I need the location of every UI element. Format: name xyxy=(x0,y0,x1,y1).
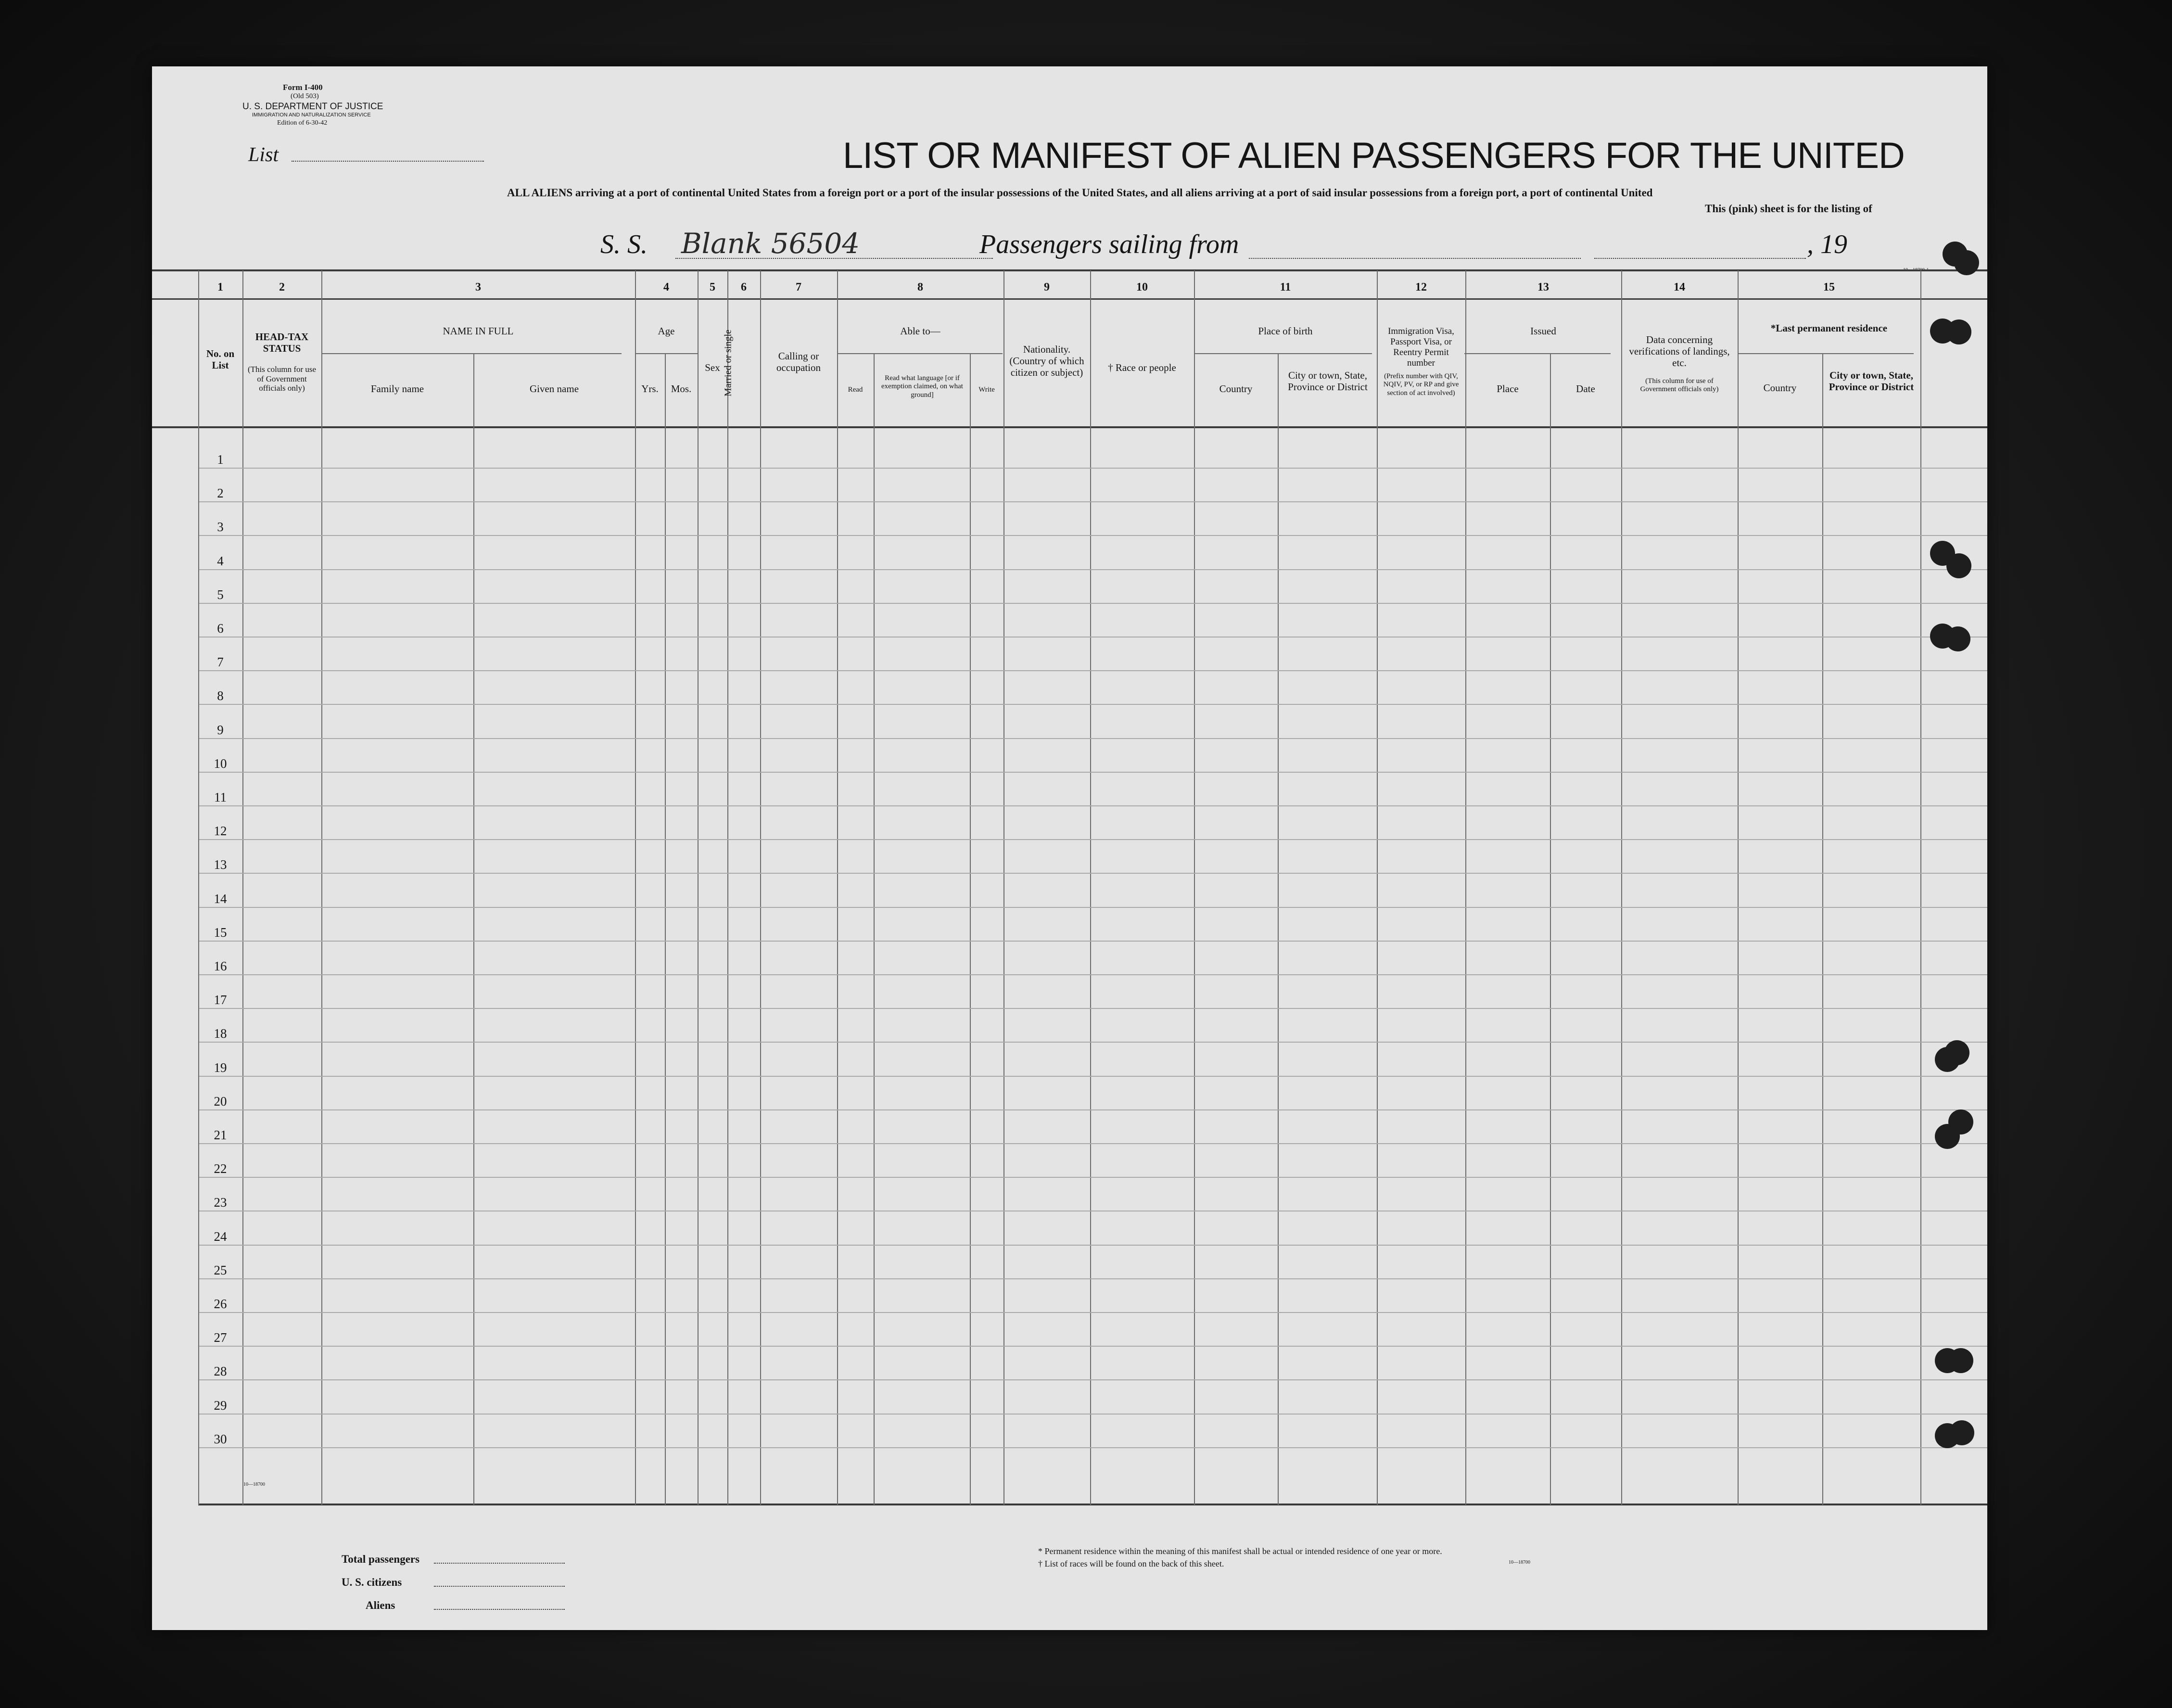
row-line xyxy=(199,907,1987,908)
row-line xyxy=(199,704,1987,705)
row-number: 20 xyxy=(214,1094,227,1109)
colnum-9: 9 xyxy=(1044,281,1050,293)
row-number: 30 xyxy=(214,1431,227,1446)
total-passengers-line xyxy=(434,1563,565,1564)
year-label: , 19 xyxy=(1807,229,1847,259)
row-line xyxy=(199,839,1987,840)
row-line xyxy=(199,738,1987,739)
issued-subheader-line xyxy=(1464,353,1611,354)
row-number: 16 xyxy=(214,959,227,973)
col-line-g xyxy=(698,270,699,1505)
print-code-footer: 10—18700 xyxy=(1509,1560,1530,1565)
manifest-sheet xyxy=(152,66,1987,1630)
row-line xyxy=(199,805,1987,806)
punch-hole xyxy=(1954,250,1979,275)
footnote-residence: * Permanent residence within the meaning of this manifest shall be actual or intended residence of one year or more. xyxy=(1038,1546,1442,1556)
header-name-in-full: NAME IN FULL xyxy=(443,325,514,337)
birth-subheader-line xyxy=(1195,353,1372,354)
header-residence-country: Country xyxy=(1763,382,1797,394)
row-line xyxy=(199,1143,1987,1144)
col-line-m xyxy=(1003,270,1004,1505)
ss-label: S. S. xyxy=(600,229,648,259)
row-number: 14 xyxy=(214,891,227,906)
row-line xyxy=(199,974,1987,975)
col-line-p xyxy=(1278,354,1279,1505)
header-family-name: Family name xyxy=(370,383,424,395)
sailing-label: Passengers sailing from xyxy=(979,229,1239,259)
row-line xyxy=(199,1379,1987,1380)
col-line-t xyxy=(1621,270,1622,1505)
row-number: 28 xyxy=(214,1364,227,1379)
header-immigration-visa: Immigration Visa, Passport Visa, or Reentry Permit number xyxy=(1388,326,1454,368)
row-number: 2 xyxy=(217,486,224,501)
row-line xyxy=(199,468,1987,469)
colnum-15: 15 xyxy=(1823,281,1835,293)
colnum-11: 11 xyxy=(1280,281,1291,293)
col-line-e xyxy=(635,270,636,1505)
table-header-bottom xyxy=(152,426,1987,428)
row-number: 24 xyxy=(214,1229,227,1244)
punch-hole xyxy=(1949,1420,1974,1445)
row-number: 7 xyxy=(217,655,224,670)
row-number: 29 xyxy=(214,1398,227,1413)
colnum-12: 12 xyxy=(1415,281,1427,293)
form-edition: Edition of 6-30-42 xyxy=(277,119,328,127)
row-number: 19 xyxy=(214,1060,227,1075)
header-no-on-list: No. on List xyxy=(206,348,235,371)
row-line xyxy=(199,535,1987,536)
header-married: Married or single xyxy=(723,330,734,396)
col-line-o xyxy=(1194,270,1195,1505)
header-data-note: (This column for use of Government officials only) xyxy=(1640,377,1719,394)
aliens-label: Aliens xyxy=(366,1599,395,1611)
header-race: † Race or people xyxy=(1108,362,1176,373)
list-label: List xyxy=(248,144,279,166)
row-line xyxy=(199,670,1987,671)
row-line xyxy=(199,772,1987,773)
colnum-8: 8 xyxy=(917,281,923,293)
row-line xyxy=(199,1346,1987,1347)
punch-hole xyxy=(1935,1124,1960,1149)
row-number: 26 xyxy=(214,1297,227,1311)
header-able-to: Able to— xyxy=(900,325,940,337)
ss-handwritten-entry: Blank 56504 xyxy=(681,227,860,260)
header-nationality: Nationality. (Country of which citizen or subject) xyxy=(1009,344,1084,379)
header-read: Read xyxy=(848,386,863,394)
us-citizens-label: U. S. citizens xyxy=(342,1576,402,1588)
total-passengers-label: Total passengers xyxy=(342,1553,420,1565)
row-number: 27 xyxy=(214,1330,227,1345)
row-line xyxy=(199,1109,1987,1110)
header-birth-city: City or town, State, Province or District xyxy=(1288,370,1368,393)
header-calling: Calling or occupation xyxy=(776,350,821,374)
row-number: 6 xyxy=(217,621,224,636)
us-citizens-line xyxy=(434,1586,565,1587)
header-write: Write xyxy=(978,386,995,394)
row-line xyxy=(199,1278,1987,1279)
row-number: 22 xyxy=(214,1161,227,1176)
punch-hole xyxy=(1946,319,1971,344)
manifest-subtitle-2: This (pink) sheet is for the listing of xyxy=(1705,203,1872,215)
punch-hole xyxy=(1935,1047,1960,1072)
manifest-subtitle-1: ALL ALIENS arriving at a port of continental United States from a foreign port or a port of the insular possessions of the United States, and all aliens arriving at a port of said insular possessions from a foreign port, a port of continental United xyxy=(507,187,1653,199)
punch-hole xyxy=(1948,1348,1973,1373)
header-data-concerning: Data concerning verifications of landings, etc. xyxy=(1629,334,1730,369)
colnum-14: 14 xyxy=(1674,281,1685,293)
header-yrs: Yrs. xyxy=(641,383,659,395)
row-number: 13 xyxy=(214,857,227,872)
row-line xyxy=(199,1076,1987,1077)
row-line xyxy=(199,1177,1987,1178)
header-sex: Sex xyxy=(705,362,720,373)
colnum-2: 2 xyxy=(279,281,285,293)
colnum-7: 7 xyxy=(796,281,801,293)
row-line xyxy=(199,873,1987,874)
colnum-10: 10 xyxy=(1136,281,1148,293)
colnum-1: 1 xyxy=(217,281,223,293)
col-line-k xyxy=(874,354,875,1505)
header-issued-place: Place xyxy=(1497,383,1519,395)
row-number: 8 xyxy=(217,688,224,703)
residence-subheader-line xyxy=(1738,353,1914,354)
form-old-number: (Old 503) xyxy=(291,92,319,100)
table-colnum-border xyxy=(152,298,1987,300)
header-place-of-birth: Place of birth xyxy=(1258,325,1313,337)
row-line xyxy=(199,1447,1987,1448)
col-line-f xyxy=(665,354,666,1505)
print-code-bottom: 10—18700 xyxy=(243,1482,265,1487)
header-mos: Mos. xyxy=(671,383,692,395)
header-head-tax-note: (This column for use of Government officials only) xyxy=(247,365,317,393)
header-read-language: Read what language [or if exemption claimed, on what ground] xyxy=(881,374,963,399)
col-line-q xyxy=(1377,270,1378,1505)
ss-line xyxy=(675,258,993,259)
header-age: Age xyxy=(658,325,675,337)
col-line-u xyxy=(1738,270,1739,1505)
col-line-h xyxy=(727,270,728,1505)
row-number: 25 xyxy=(214,1262,227,1277)
row-line xyxy=(199,569,1987,570)
col-line-c xyxy=(321,270,322,1505)
header-visa-note: (Prefix number with QIV, NQIV, PV, or RP and give section of act involved) xyxy=(1383,372,1459,397)
row-number: 9 xyxy=(217,722,224,737)
row-number: 11 xyxy=(214,790,227,804)
row-number: 5 xyxy=(217,587,224,602)
row-line xyxy=(199,1042,1987,1043)
header-issued-date: Date xyxy=(1576,383,1595,395)
col-line-a xyxy=(198,270,199,1505)
col-line-r xyxy=(1465,270,1466,1505)
service-name: IMMIGRATION AND NATURALIZATION SERVICE xyxy=(252,112,371,118)
able-subheader-line xyxy=(837,353,1003,354)
col-line-n xyxy=(1090,270,1091,1505)
colnum-5: 5 xyxy=(710,281,715,293)
header-residence-city: City or town, State, Province or District xyxy=(1829,370,1914,393)
col-line-v xyxy=(1822,354,1823,1505)
header-birth-country: Country xyxy=(1219,383,1253,395)
row-number: 21 xyxy=(214,1128,227,1142)
row-number: 1 xyxy=(217,452,224,467)
colnum-13: 13 xyxy=(1537,281,1549,293)
name-subheader-line xyxy=(321,353,622,354)
col-line-l xyxy=(970,354,971,1505)
header-issued: Issued xyxy=(1530,325,1556,337)
col-line-s xyxy=(1550,354,1551,1505)
row-number: 23 xyxy=(214,1195,227,1210)
colnum-6: 6 xyxy=(741,281,747,293)
department-name: U. S. DEPARTMENT OF JUSTICE xyxy=(242,102,383,112)
row-number: 15 xyxy=(214,925,227,940)
row-number: 18 xyxy=(214,1026,227,1041)
row-line xyxy=(199,1312,1987,1313)
table-bottom-border xyxy=(198,1504,1987,1505)
row-number: 4 xyxy=(217,553,224,568)
sailing-date-line xyxy=(1594,258,1806,259)
list-line xyxy=(292,161,484,162)
manifest-title: LIST OR MANIFEST OF ALIEN PASSENGERS FOR THE UNITED xyxy=(843,135,1905,176)
row-line xyxy=(199,1245,1987,1246)
col-line-b xyxy=(242,270,243,1505)
colnum-4: 4 xyxy=(663,281,669,293)
row-line xyxy=(199,501,1987,502)
col-line-j xyxy=(837,270,838,1505)
col-line-d xyxy=(473,354,474,1505)
header-head-tax: HEAD-TAX STATUS xyxy=(255,331,309,355)
footnote-races: † List of races will be found on the back of this sheet. xyxy=(1038,1559,1224,1568)
row-number: 17 xyxy=(214,993,227,1007)
row-line xyxy=(199,941,1987,942)
age-subheader-line xyxy=(636,353,698,354)
table-top-border xyxy=(152,269,1987,271)
row-number: 10 xyxy=(214,756,227,771)
sailing-from-line xyxy=(1249,258,1581,259)
row-line xyxy=(199,1414,1987,1415)
row-line xyxy=(199,603,1987,604)
row-line xyxy=(199,1008,1987,1009)
header-last-residence: *Last permanent residence xyxy=(1770,322,1888,334)
punch-hole xyxy=(1946,553,1971,578)
aliens-line xyxy=(434,1609,565,1610)
punch-hole xyxy=(1945,626,1970,651)
col-line-i xyxy=(760,270,761,1505)
colnum-3: 3 xyxy=(475,281,481,293)
form-number: Form I-400 xyxy=(283,83,323,92)
row-number: 12 xyxy=(214,824,227,839)
row-number: 3 xyxy=(217,520,224,535)
col-line-w xyxy=(1920,270,1921,1505)
header-given-name: Given name xyxy=(529,383,579,395)
